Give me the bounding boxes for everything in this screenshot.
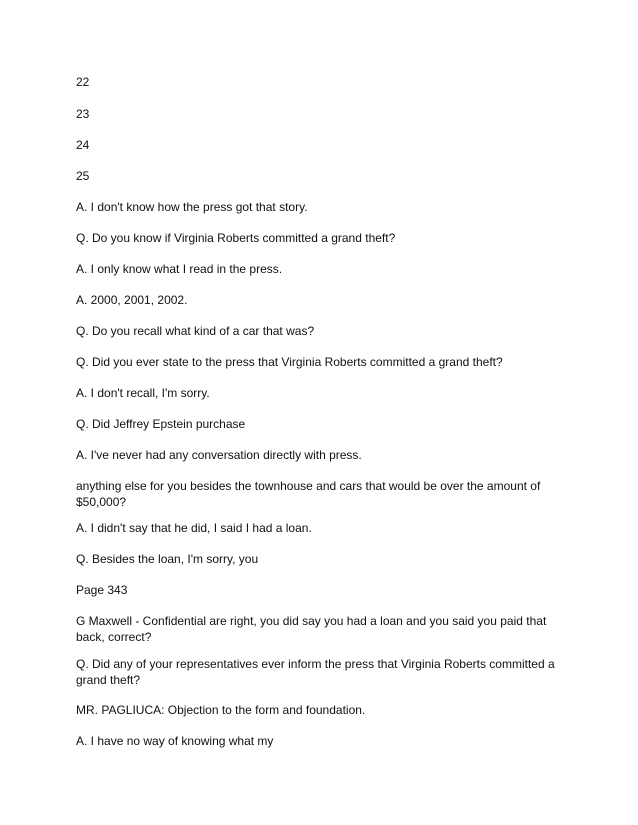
transcript-paragraph: A. 2000, 2001, 2002.	[76, 293, 188, 307]
transcript-paragraph: Q. Do you recall what kind of a car that was?	[76, 324, 315, 338]
transcript-paragraph: Q. Did any of your representatives ever inform the press that Virginia Roberts committed a grand theft?	[76, 657, 555, 687]
transcript-paragraph: A. I have no way of knowing what my	[76, 734, 274, 748]
transcript-paragraph: Q. Do you know if Virginia Roberts committed a grand theft?	[76, 231, 396, 245]
transcript-paragraph: A. I don't recall, I'm sorry.	[76, 386, 210, 400]
line-number: 24	[76, 138, 90, 152]
transcript-paragraph: G Maxwell - Confidential are right, you did say you had a loan and you said you paid that back, correct?	[76, 614, 547, 644]
transcript-paragraph: Q. Did Jeffrey Epstein purchase	[76, 417, 246, 431]
transcript-paragraph: Q. Did you ever state to the press that Virginia Roberts committed a grand theft?	[76, 355, 503, 369]
transcript-paragraph: Q. Besides the loan, I'm sorry, you	[76, 552, 259, 566]
transcript-paragraph: anything else for you besides the townhouse and cars that would be over the amount of $50,000?	[76, 479, 541, 509]
transcript-paragraph: MR. PAGLIUCA: Objection to the form and foundation.	[76, 703, 366, 717]
transcript-paragraph: A. I only know what I read in the press.	[76, 262, 283, 276]
transcript-paragraph: A. I didn't say that he did, I said I had a loan.	[76, 521, 312, 535]
line-number: 25	[76, 169, 90, 183]
transcript-paragraph: A. I don't know how the press got that story.	[76, 200, 308, 214]
line-number: 22	[76, 75, 90, 89]
page-number: Page 343	[76, 583, 128, 597]
line-number: 23	[76, 107, 90, 121]
transcript-paragraph: A. I've never had any conversation directly with press.	[76, 448, 362, 462]
